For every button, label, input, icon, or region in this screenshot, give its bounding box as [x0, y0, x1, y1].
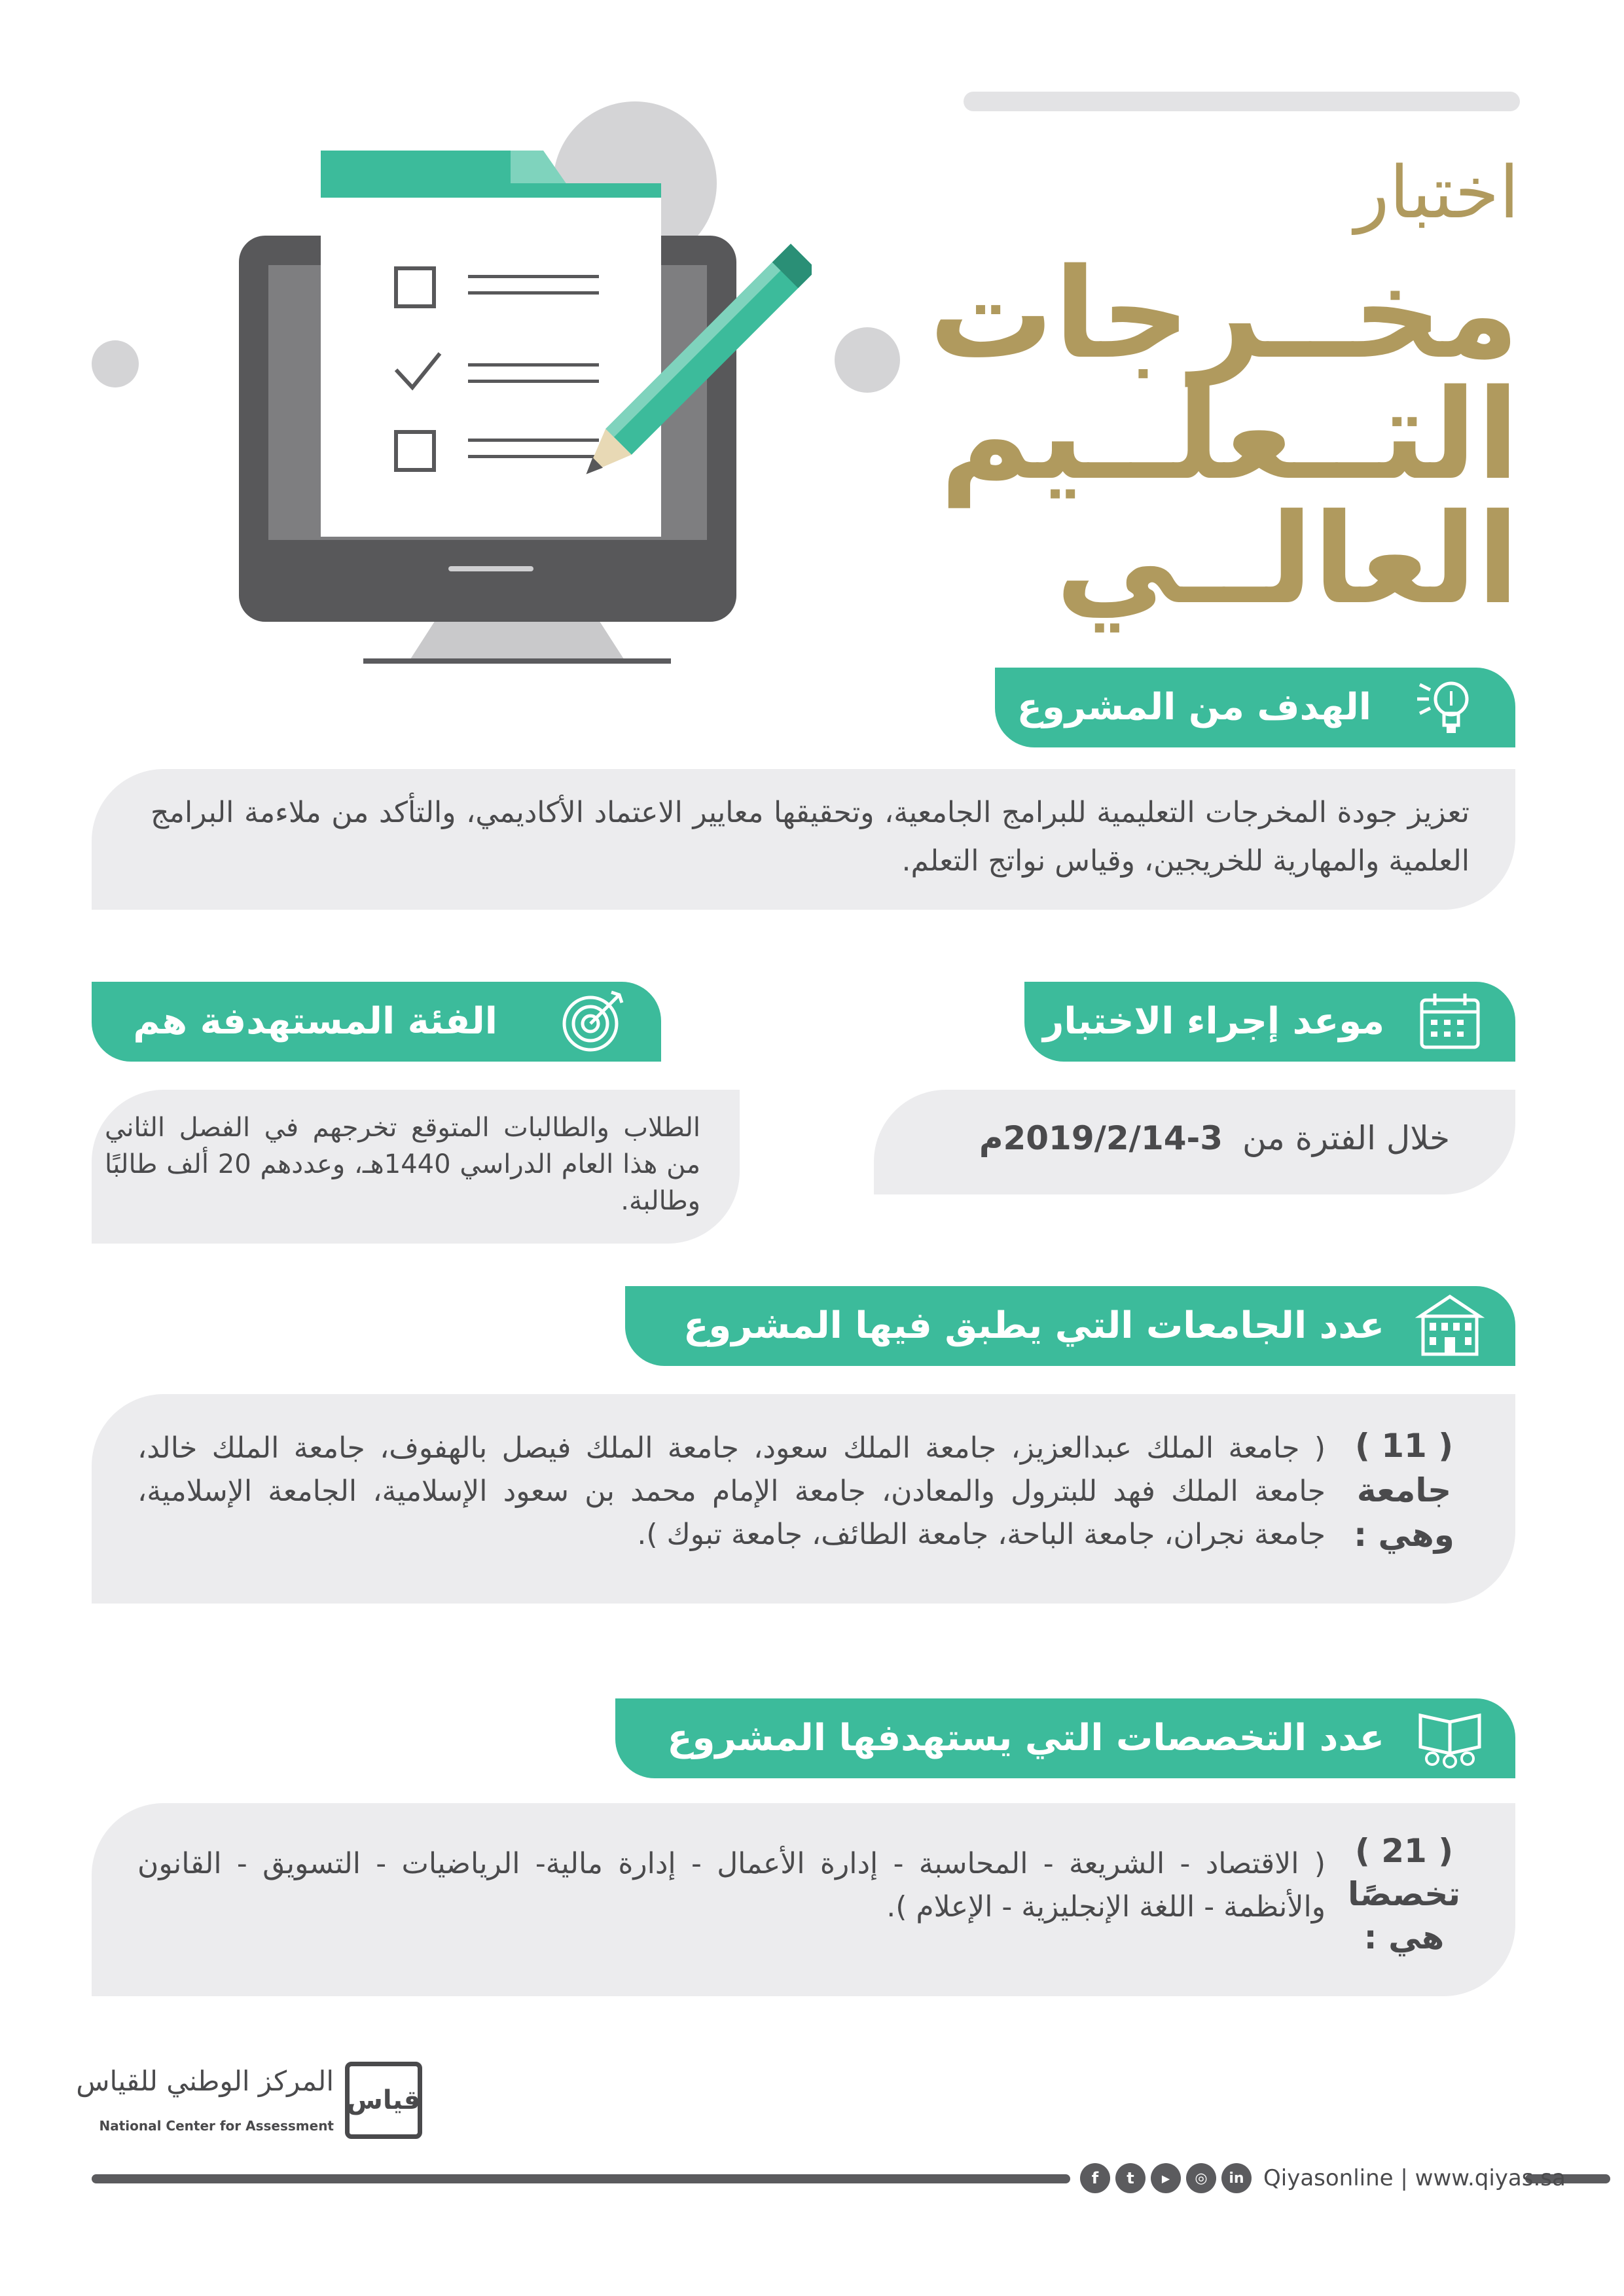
footer-line-left [92, 2174, 1070, 2183]
social-icons [1080, 2163, 1252, 2193]
universities-heading: عدد الجامعات التي يطبق فيها المشروع [683, 1304, 1384, 1347]
date-value: 3-2019/2/14م [979, 1119, 1223, 1157]
university-building-icon [1414, 1291, 1486, 1361]
date-section-header [1024, 982, 1515, 1062]
qiyas-logo-english: National Center for Assessment [99, 2118, 334, 2134]
majors-list: ( الاقتصاد - الشريعة - المحاسبة - إدارة الأعمال - إدارة مالية- الرياضيات - التسويق - القانون والأنظمة - اللغة الإنجليزية - الإعلام ). [137, 1847, 1326, 1924]
universities-unit: جامعة [1356, 1471, 1452, 1509]
goal-heading: الهدف من المشروع [1017, 686, 1371, 728]
calendar-icon [1414, 987, 1486, 1056]
goal-section-header [995, 668, 1515, 747]
goal-text: تعزيز جودة المخرجات التعليمية للبرامج الجامعية، وتحقيقها معايير الاعتماد الأكاديمي، والتأكد من ملاءمة البرامج العلمية والمهارية للخريجين، وقياس نواتج التعلم. [151, 796, 1470, 878]
universities-count-label [1339, 1424, 1470, 1557]
twitter-icon[interactable]: t [1115, 2163, 1146, 2193]
majors-content-box [92, 1803, 1515, 1996]
date-heading: موعد إجراء الاختبار [1043, 1000, 1384, 1043]
top-decorative-bar [964, 92, 1520, 111]
audience-text: الطلاب والطالبات المتوقع تخرجهم في الفصل الثاني من هذا العام الدراسي 1440هـ، وعددهم 20 ألف طالبًا وطالبة. [105, 1113, 700, 1216]
linkedin-icon[interactable]: in [1221, 2163, 1252, 2193]
universities-list: ( جامعة الملك عبدالعزيز، جامعة الملك سعود، جامعة الملك فيصل بالهفوف، جامعة الملك خالد، جامعة الملك فهد للبترول والمعادن، جامعة الإمام محمد بن سعود الإسلامية، الجامعة الإسلامية، جامعة نجران، جامعة الباحة، جامعة الطائف، جامعة تبوك ). [137, 1431, 1326, 1551]
qiyas-logo-mark: قياس [345, 2062, 422, 2139]
date-prefix: خلال الفترة من [1242, 1119, 1450, 1157]
decorative-circle-left [92, 340, 139, 387]
audience-content-box [92, 1090, 740, 1244]
audience-heading: الفئة المستهدفة هم [133, 1000, 497, 1043]
majors-they-are: هي : [1363, 1918, 1445, 1956]
title-line-education: التــعلــيم [939, 363, 1519, 507]
decorative-circle-right [835, 327, 900, 393]
majors-count-label [1339, 1829, 1470, 1959]
universities-they-are: وهي : [1354, 1516, 1454, 1554]
qiyas-logo [76, 2062, 422, 2140]
book-students-icon [1414, 1704, 1486, 1773]
title-line-exam: اختبار [1354, 151, 1519, 234]
universities-content-box [92, 1394, 1515, 1604]
monitor-checklist-illustration [236, 144, 812, 668]
title-line-higher: العالــي [1055, 487, 1519, 632]
date-content-box [874, 1090, 1515, 1194]
instagram-icon[interactable]: ◎ [1186, 2163, 1216, 2193]
title-line-outcomes: مخــرجات [929, 242, 1519, 386]
target-icon [556, 987, 628, 1056]
date-text [979, 1119, 1450, 1157]
facebook-icon[interactable]: f [1080, 2163, 1110, 2193]
majors-heading: عدد التخصصات التي يستهدفها المشروع [667, 1717, 1384, 1759]
youtube-icon[interactable]: ▶ [1151, 2163, 1181, 2193]
universities-count: ( 11 ) [1354, 1427, 1454, 1465]
audience-section-header [92, 982, 661, 1062]
goal-content-box [92, 769, 1515, 910]
majors-section-header [615, 1698, 1515, 1778]
majors-unit: تخصصًا [1347, 1875, 1461, 1913]
lightbulb-icon [1404, 673, 1476, 742]
website-link[interactable]: Qiyasonline | www.qiyas.sa [1263, 2165, 1566, 2191]
majors-count: ( 21 ) [1354, 1832, 1454, 1870]
qiyas-logo-arabic: المركز الوطني للقياس [76, 2065, 334, 2097]
universities-section-header [625, 1286, 1515, 1366]
